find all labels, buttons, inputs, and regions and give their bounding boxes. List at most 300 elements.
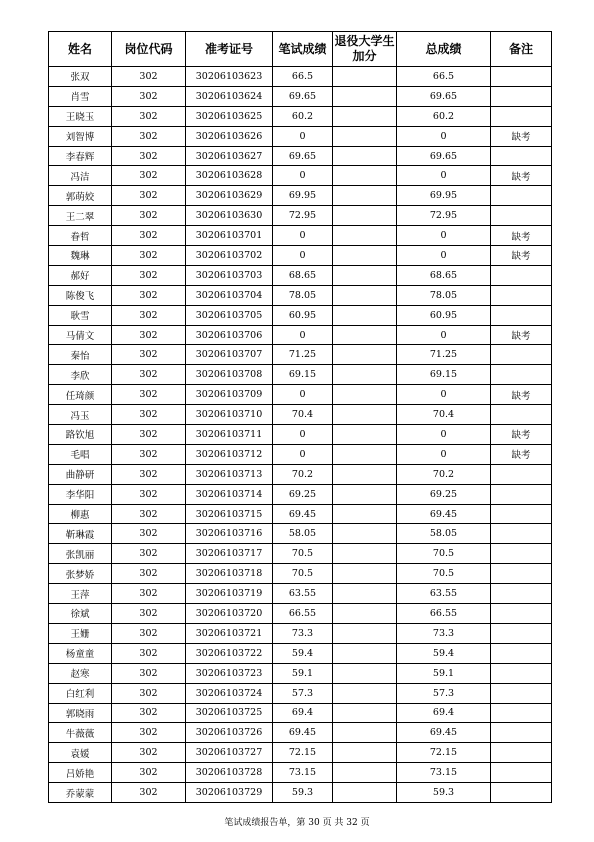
cell-written-score: 0 <box>273 444 333 464</box>
cell-remarks <box>491 186 552 206</box>
cell-veteran-bonus <box>333 683 397 703</box>
cell-written-score: 0 <box>273 126 333 146</box>
cell-post-code: 302 <box>112 703 186 723</box>
cell-remarks <box>491 405 552 425</box>
cell-name: 肖雪 <box>49 86 112 106</box>
cell-ticket-number: 30206103705 <box>186 305 273 325</box>
cell-post-code: 302 <box>112 305 186 325</box>
cell-total-score: 69.15 <box>397 365 491 385</box>
cell-post-code: 302 <box>112 783 186 803</box>
cell-remarks: 缺考 <box>491 126 552 146</box>
cell-post-code: 302 <box>112 285 186 305</box>
cell-ticket-number: 30206103704 <box>186 285 273 305</box>
cell-post-code: 302 <box>112 126 186 146</box>
cell-written-score: 63.55 <box>273 584 333 604</box>
cell-total-score: 60.2 <box>397 106 491 126</box>
cell-remarks <box>491 305 552 325</box>
cell-remarks <box>491 783 552 803</box>
cell-veteran-bonus <box>333 246 397 266</box>
table-row <box>49 623 552 643</box>
cell-veteran-bonus <box>333 305 397 325</box>
cell-veteran-bonus <box>333 186 397 206</box>
cell-veteran-bonus <box>333 206 397 226</box>
cell-remarks: 缺考 <box>491 385 552 405</box>
cell-post-code: 302 <box>112 206 186 226</box>
cell-name: 吕娇艳 <box>49 763 112 783</box>
cell-post-code: 302 <box>112 464 186 484</box>
cell-remarks <box>491 604 552 624</box>
cell-name: 魏琳 <box>49 246 112 266</box>
table-row <box>49 285 552 305</box>
cell-total-score: 69.4 <box>397 703 491 723</box>
cell-name: 郝好 <box>49 265 112 285</box>
cell-ticket-number: 30206103721 <box>186 623 273 643</box>
cell-written-score: 59.1 <box>273 663 333 683</box>
cell-name: 马倩文 <box>49 325 112 345</box>
cell-name: 王二翠 <box>49 206 112 226</box>
cell-veteran-bonus <box>333 86 397 106</box>
cell-veteran-bonus <box>333 365 397 385</box>
header-total-score: 总成绩 <box>397 32 491 67</box>
cell-remarks: 缺考 <box>491 246 552 266</box>
cell-veteran-bonus <box>333 723 397 743</box>
cell-remarks <box>491 67 552 87</box>
table-row <box>49 504 552 524</box>
cell-name: 靳琳霞 <box>49 524 112 544</box>
cell-written-score: 0 <box>273 226 333 246</box>
cell-veteran-bonus <box>333 464 397 484</box>
cell-veteran-bonus <box>333 763 397 783</box>
cell-veteran-bonus <box>333 584 397 604</box>
cell-total-score: 68.65 <box>397 265 491 285</box>
cell-total-score: 0 <box>397 425 491 445</box>
score-table <box>48 31 552 803</box>
table-row <box>49 643 552 663</box>
cell-written-score: 66.5 <box>273 67 333 87</box>
cell-ticket-number: 30206103702 <box>186 246 273 266</box>
header-ticket-number: 准考证号 <box>186 32 273 67</box>
cell-ticket-number: 30206103706 <box>186 325 273 345</box>
cell-ticket-number: 30206103707 <box>186 345 273 365</box>
table-row <box>49 564 552 584</box>
cell-written-score: 69.15 <box>273 365 333 385</box>
cell-name: 眷哲 <box>49 226 112 246</box>
cell-written-score: 69.45 <box>273 504 333 524</box>
cell-ticket-number: 30206103708 <box>186 365 273 385</box>
cell-veteran-bonus <box>333 67 397 87</box>
table-row <box>49 305 552 325</box>
cell-name: 张梦娇 <box>49 564 112 584</box>
cell-veteran-bonus <box>333 783 397 803</box>
cell-written-score: 69.65 <box>273 146 333 166</box>
cell-total-score: 0 <box>397 246 491 266</box>
cell-written-score: 57.3 <box>273 683 333 703</box>
cell-total-score: 69.65 <box>397 146 491 166</box>
cell-total-score: 0 <box>397 126 491 146</box>
table-row <box>49 385 552 405</box>
cell-post-code: 302 <box>112 345 186 365</box>
cell-ticket-number: 30206103728 <box>186 763 273 783</box>
cell-ticket-number: 30206103701 <box>186 226 273 246</box>
cell-written-score: 60.95 <box>273 305 333 325</box>
cell-veteran-bonus <box>333 345 397 365</box>
table-row <box>49 67 552 87</box>
cell-veteran-bonus <box>333 643 397 663</box>
cell-ticket-number: 30206103623 <box>186 67 273 87</box>
cell-veteran-bonus <box>333 703 397 723</box>
cell-written-score: 73.3 <box>273 623 333 643</box>
cell-written-score: 0 <box>273 425 333 445</box>
table-row <box>49 186 552 206</box>
cell-name: 牛薇薇 <box>49 723 112 743</box>
cell-written-score: 60.2 <box>273 106 333 126</box>
cell-post-code: 302 <box>112 604 186 624</box>
header-post-code: 岗位代码 <box>112 32 186 67</box>
cell-written-score: 0 <box>273 166 333 186</box>
cell-ticket-number: 30206103714 <box>186 484 273 504</box>
cell-post-code: 302 <box>112 504 186 524</box>
table-row <box>49 206 552 226</box>
cell-name: 李华阳 <box>49 484 112 504</box>
cell-written-score: 0 <box>273 385 333 405</box>
cell-written-score: 69.25 <box>273 484 333 504</box>
cell-name: 乔蒙蒙 <box>49 783 112 803</box>
cell-post-code: 302 <box>112 484 186 504</box>
cell-name: 耿雪 <box>49 305 112 325</box>
cell-name: 白红利 <box>49 683 112 703</box>
cell-ticket-number: 30206103710 <box>186 405 273 425</box>
header-remarks: 备注 <box>491 32 552 67</box>
cell-post-code: 302 <box>112 226 186 246</box>
cell-veteran-bonus <box>333 325 397 345</box>
cell-remarks <box>491 703 552 723</box>
header-written-score: 笔试成绩 <box>273 32 333 67</box>
table-row <box>49 524 552 544</box>
cell-veteran-bonus <box>333 444 397 464</box>
cell-written-score: 0 <box>273 246 333 266</box>
cell-post-code: 302 <box>112 663 186 683</box>
header-veteran-bonus: 退役大学生加分 <box>333 32 397 67</box>
cell-written-score: 70.5 <box>273 544 333 564</box>
cell-veteran-bonus <box>333 425 397 445</box>
table-row <box>49 663 552 683</box>
cell-total-score: 59.1 <box>397 663 491 683</box>
table-row <box>49 484 552 504</box>
cell-remarks <box>491 365 552 385</box>
cell-remarks: 缺考 <box>491 166 552 186</box>
cell-total-score: 69.45 <box>397 723 491 743</box>
cell-written-score: 69.65 <box>273 86 333 106</box>
cell-veteran-bonus <box>333 604 397 624</box>
cell-written-score: 66.55 <box>273 604 333 624</box>
cell-post-code: 302 <box>112 365 186 385</box>
cell-name: 郭晓雨 <box>49 703 112 723</box>
cell-veteran-bonus <box>333 524 397 544</box>
cell-veteran-bonus <box>333 405 397 425</box>
cell-remarks <box>491 743 552 763</box>
cell-post-code: 302 <box>112 325 186 345</box>
cell-ticket-number: 30206103718 <box>186 564 273 584</box>
cell-veteran-bonus <box>333 106 397 126</box>
table-row <box>49 86 552 106</box>
cell-name: 冯洁 <box>49 166 112 186</box>
table-row <box>49 146 552 166</box>
cell-ticket-number: 30206103703 <box>186 265 273 285</box>
cell-name: 李春辉 <box>49 146 112 166</box>
cell-ticket-number: 30206103711 <box>186 425 273 445</box>
cell-post-code: 302 <box>112 146 186 166</box>
cell-name: 王萍 <box>49 584 112 604</box>
cell-ticket-number: 30206103629 <box>186 186 273 206</box>
cell-written-score: 73.15 <box>273 763 333 783</box>
cell-written-score: 78.05 <box>273 285 333 305</box>
cell-written-score: 0 <box>273 325 333 345</box>
cell-veteran-bonus <box>333 146 397 166</box>
cell-veteran-bonus <box>333 385 397 405</box>
cell-post-code: 302 <box>112 405 186 425</box>
cell-name: 赵寒 <box>49 663 112 683</box>
table-row <box>49 126 552 146</box>
cell-remarks <box>491 683 552 703</box>
cell-remarks: 缺考 <box>491 425 552 445</box>
cell-written-score: 59.3 <box>273 783 333 803</box>
cell-veteran-bonus <box>333 743 397 763</box>
cell-ticket-number: 30206103715 <box>186 504 273 524</box>
cell-total-score: 71.25 <box>397 345 491 365</box>
cell-ticket-number: 30206103726 <box>186 723 273 743</box>
cell-total-score: 58.05 <box>397 524 491 544</box>
cell-remarks <box>491 584 552 604</box>
cell-name: 曲静研 <box>49 464 112 484</box>
cell-total-score: 0 <box>397 226 491 246</box>
cell-written-score: 58.05 <box>273 524 333 544</box>
cell-total-score: 57.3 <box>397 683 491 703</box>
cell-name: 张凯丽 <box>49 544 112 564</box>
cell-post-code: 302 <box>112 246 186 266</box>
cell-ticket-number: 30206103717 <box>186 544 273 564</box>
cell-name: 秦怡 <box>49 345 112 365</box>
table-row <box>49 265 552 285</box>
cell-ticket-number: 30206103725 <box>186 703 273 723</box>
table-row <box>49 464 552 484</box>
cell-ticket-number: 30206103712 <box>186 444 273 464</box>
cell-written-score: 72.15 <box>273 743 333 763</box>
cell-total-score: 69.65 <box>397 86 491 106</box>
cell-total-score: 69.45 <box>397 504 491 524</box>
cell-veteran-bonus <box>333 226 397 246</box>
table-row <box>49 544 552 564</box>
cell-post-code: 302 <box>112 544 186 564</box>
cell-total-score: 70.5 <box>397 544 491 564</box>
cell-remarks <box>491 265 552 285</box>
cell-veteran-bonus <box>333 484 397 504</box>
cell-veteran-bonus <box>333 663 397 683</box>
cell-total-score: 78.05 <box>397 285 491 305</box>
cell-remarks <box>491 564 552 584</box>
table-row <box>49 106 552 126</box>
table-row <box>49 405 552 425</box>
cell-post-code: 302 <box>112 67 186 87</box>
cell-post-code: 302 <box>112 723 186 743</box>
cell-remarks <box>491 484 552 504</box>
cell-remarks <box>491 106 552 126</box>
cell-total-score: 66.5 <box>397 67 491 87</box>
cell-total-score: 73.3 <box>397 623 491 643</box>
cell-name: 王姗 <box>49 623 112 643</box>
cell-name: 毛唱 <box>49 444 112 464</box>
cell-total-score: 70.4 <box>397 405 491 425</box>
cell-post-code: 302 <box>112 444 186 464</box>
cell-written-score: 68.65 <box>273 265 333 285</box>
cell-written-score: 70.4 <box>273 405 333 425</box>
cell-ticket-number: 30206103716 <box>186 524 273 544</box>
cell-name: 冯玉 <box>49 405 112 425</box>
cell-written-score: 72.95 <box>273 206 333 226</box>
cell-remarks <box>491 663 552 683</box>
table-row <box>49 325 552 345</box>
cell-total-score: 0 <box>397 325 491 345</box>
cell-name: 杨童童 <box>49 643 112 663</box>
cell-post-code: 302 <box>112 86 186 106</box>
cell-written-score: 59.4 <box>273 643 333 663</box>
cell-remarks <box>491 146 552 166</box>
cell-total-score: 63.55 <box>397 584 491 604</box>
table-body <box>49 67 552 803</box>
table-row <box>49 703 552 723</box>
cell-remarks <box>491 464 552 484</box>
cell-written-score: 69.4 <box>273 703 333 723</box>
cell-post-code: 302 <box>112 683 186 703</box>
header-name: 姓名 <box>49 32 112 67</box>
table-row <box>49 723 552 743</box>
cell-total-score: 69.25 <box>397 484 491 504</box>
cell-post-code: 302 <box>112 186 186 206</box>
cell-post-code: 302 <box>112 425 186 445</box>
cell-remarks <box>491 86 552 106</box>
cell-ticket-number: 30206103713 <box>186 464 273 484</box>
cell-remarks <box>491 643 552 663</box>
table-row <box>49 166 552 186</box>
cell-remarks <box>491 544 552 564</box>
table-row <box>49 365 552 385</box>
cell-written-score: 69.45 <box>273 723 333 743</box>
table-row <box>49 226 552 246</box>
cell-total-score: 69.95 <box>397 186 491 206</box>
table-row <box>49 246 552 266</box>
table-row <box>49 783 552 803</box>
cell-total-score: 0 <box>397 444 491 464</box>
cell-remarks <box>491 345 552 365</box>
table-row <box>49 683 552 703</box>
cell-post-code: 302 <box>112 643 186 663</box>
cell-ticket-number: 30206103626 <box>186 126 273 146</box>
page-footer: 笔试成绩报告单，第 30 页 共 32 页 <box>224 818 370 828</box>
cell-written-score: 71.25 <box>273 345 333 365</box>
cell-ticket-number: 30206103722 <box>186 643 273 663</box>
table-row <box>49 604 552 624</box>
cell-total-score: 59.4 <box>397 643 491 663</box>
cell-written-score: 69.95 <box>273 186 333 206</box>
cell-name: 郭萌姣 <box>49 186 112 206</box>
cell-name: 王晓玉 <box>49 106 112 126</box>
table-row <box>49 584 552 604</box>
cell-ticket-number: 30206103624 <box>186 86 273 106</box>
cell-remarks: 缺考 <box>491 226 552 246</box>
cell-remarks <box>491 763 552 783</box>
cell-ticket-number: 30206103625 <box>186 106 273 126</box>
cell-total-score: 60.95 <box>397 305 491 325</box>
cell-name: 徐斌 <box>49 604 112 624</box>
cell-ticket-number: 30206103627 <box>186 146 273 166</box>
cell-remarks <box>491 206 552 226</box>
cell-remarks: 缺考 <box>491 444 552 464</box>
cell-total-score: 72.15 <box>397 743 491 763</box>
cell-name: 刘智博 <box>49 126 112 146</box>
cell-ticket-number: 30206103630 <box>186 206 273 226</box>
cell-veteran-bonus <box>333 504 397 524</box>
cell-post-code: 302 <box>112 584 186 604</box>
cell-name: 任琦颜 <box>49 385 112 405</box>
cell-name: 陈俊飞 <box>49 285 112 305</box>
cell-ticket-number: 30206103729 <box>186 783 273 803</box>
cell-ticket-number: 30206103628 <box>186 166 273 186</box>
cell-veteran-bonus <box>333 623 397 643</box>
cell-total-score: 70.5 <box>397 564 491 584</box>
cell-ticket-number: 30206103723 <box>186 663 273 683</box>
header-row <box>49 32 552 67</box>
table-row <box>49 763 552 783</box>
table-row <box>49 444 552 464</box>
cell-post-code: 302 <box>112 763 186 783</box>
cell-name: 李欣 <box>49 365 112 385</box>
cell-post-code: 302 <box>112 743 186 763</box>
cell-veteran-bonus <box>333 285 397 305</box>
cell-written-score: 70.5 <box>273 564 333 584</box>
cell-name: 张双 <box>49 67 112 87</box>
cell-total-score: 70.2 <box>397 464 491 484</box>
cell-remarks <box>491 524 552 544</box>
cell-name: 柳惠 <box>49 504 112 524</box>
cell-ticket-number: 30206103720 <box>186 604 273 624</box>
cell-ticket-number: 30206103727 <box>186 743 273 763</box>
cell-post-code: 302 <box>112 564 186 584</box>
cell-total-score: 66.55 <box>397 604 491 624</box>
cell-remarks <box>491 285 552 305</box>
cell-veteran-bonus <box>333 564 397 584</box>
cell-written-score: 70.2 <box>273 464 333 484</box>
cell-veteran-bonus <box>333 265 397 285</box>
cell-total-score: 0 <box>397 385 491 405</box>
table-row <box>49 345 552 365</box>
cell-remarks <box>491 504 552 524</box>
cell-veteran-bonus <box>333 166 397 186</box>
cell-total-score: 0 <box>397 166 491 186</box>
cell-ticket-number: 30206103719 <box>186 584 273 604</box>
cell-name: 袁媛 <box>49 743 112 763</box>
cell-ticket-number: 30206103709 <box>186 385 273 405</box>
cell-post-code: 302 <box>112 106 186 126</box>
cell-total-score: 59.3 <box>397 783 491 803</box>
cell-total-score: 72.95 <box>397 206 491 226</box>
cell-remarks <box>491 623 552 643</box>
cell-post-code: 302 <box>112 385 186 405</box>
cell-remarks <box>491 723 552 743</box>
cell-veteran-bonus <box>333 544 397 564</box>
cell-post-code: 302 <box>112 623 186 643</box>
cell-total-score: 73.15 <box>397 763 491 783</box>
cell-post-code: 302 <box>112 265 186 285</box>
table-row <box>49 425 552 445</box>
